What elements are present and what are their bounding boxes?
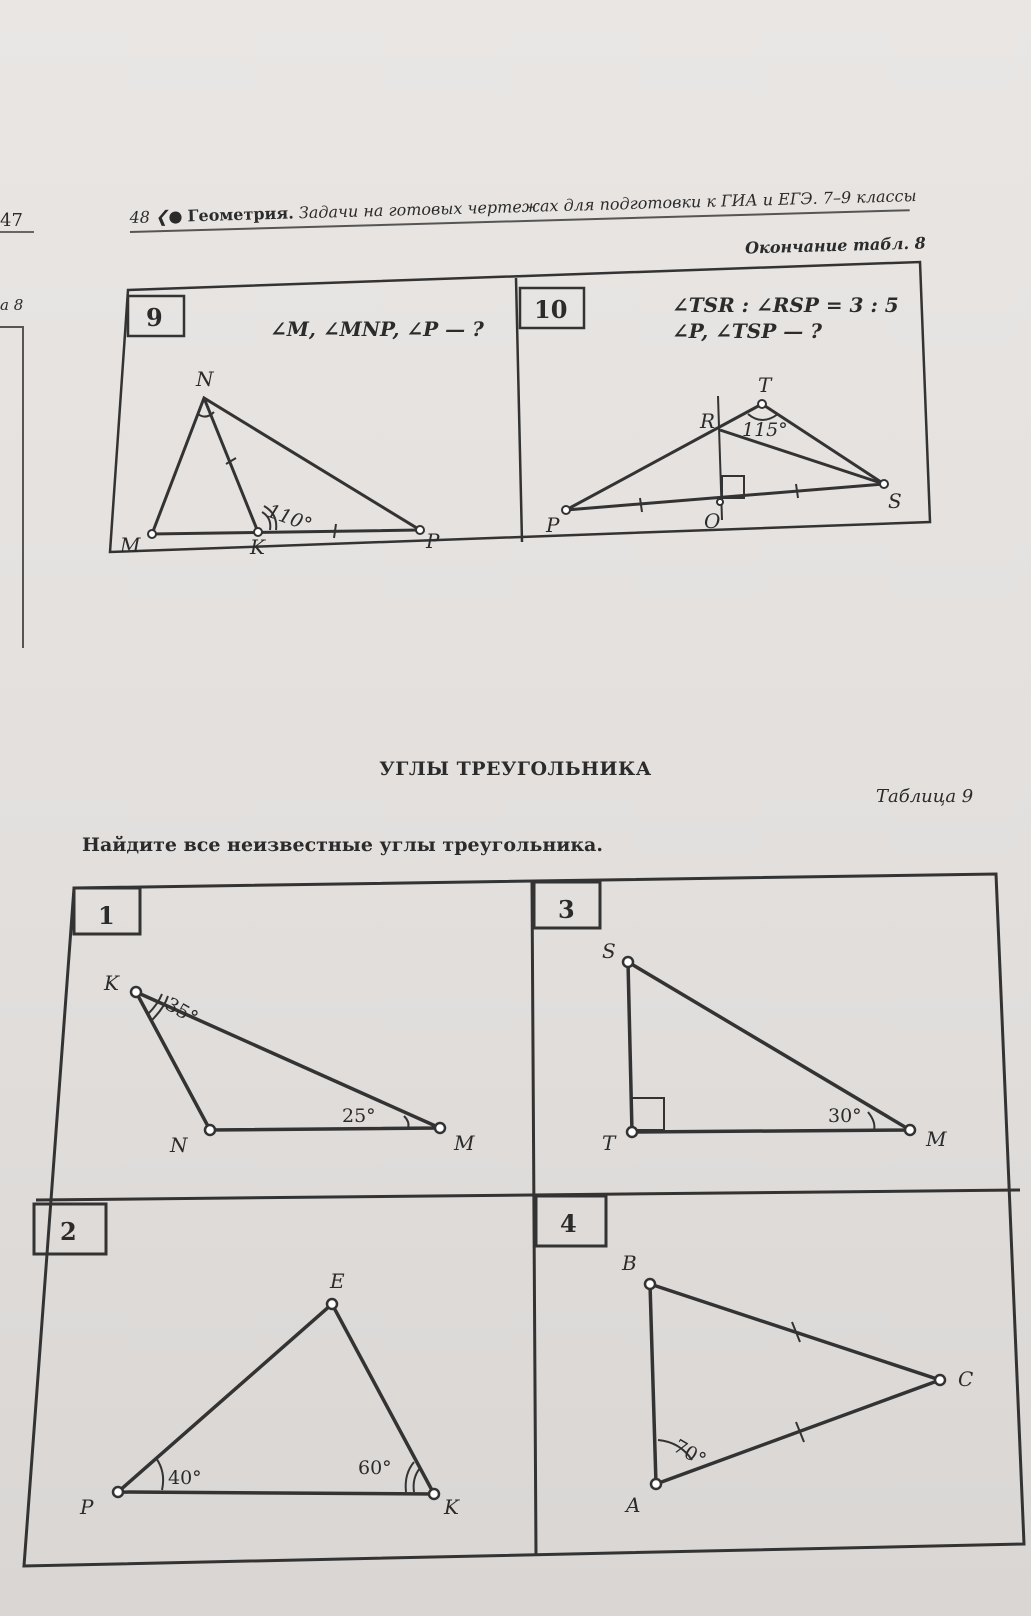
point-A-4: A [626,1493,641,1517]
segment-NK [204,398,258,532]
point-P: P [426,529,440,553]
book-subtitle: Задачи на готовых чертежах для подготовки к ГИА и ЕГЭ. 7–9 классы [298,186,917,223]
table-9-frame [24,874,1024,1566]
cell-1-number: 1 [98,901,115,930]
arc-P-2 [156,1458,163,1490]
angle-115: 115° [742,419,788,441]
page-number: 48 [129,207,151,228]
point-S-3: S [602,939,616,963]
segment-PT [566,404,762,510]
cell-9-number: 9 [146,303,163,332]
point-E-2: E [330,1269,345,1293]
table-continuation-label: Окончание табл. 8 [744,233,927,258]
cell-10-condition-2: ∠P, ∠TSP — ? [672,319,822,343]
point-M-1: M [454,1131,475,1155]
table-9-label: Таблица 9 [876,786,974,807]
point-B-4: B [622,1251,637,1275]
point-M: M [120,533,141,557]
tick-OS [796,484,798,498]
cell-2-number: 2 [60,1217,77,1246]
figure-10 [566,396,884,520]
angle-110: 110° [264,500,315,537]
right-angle-T [632,1098,664,1130]
point-K: K [250,535,265,559]
previous-page-number: 47 [0,210,34,233]
point-T: T [758,373,772,397]
table-9-horizontal-divider [36,1190,1020,1200]
point-T-3: T [602,1131,616,1155]
point-R: R [700,409,716,433]
point-N-1: N [170,1133,188,1157]
table-9 [0,860,1031,1580]
cell-10-number: 10 [534,295,568,324]
angle-30: 30° [828,1105,862,1127]
point-P-2: P [80,1495,94,1519]
cell-9-condition: ∠M, ∠MNP, ∠P — ? [270,317,484,341]
previous-table-label: а 8 [0,296,24,314]
point-S: S [888,489,902,513]
book-title: Геометрия. [187,203,295,226]
cell-10-condition-1: ∠TSR : ∠RSP = 3 : 5 [672,293,899,317]
angle-40: 40° [168,1467,202,1489]
figure-3 [628,962,910,1132]
arc-M-1 [404,1116,409,1128]
point-O: O [704,509,721,533]
arc-M-3 [868,1112,874,1130]
point-K-1: K [104,971,119,995]
triangle-STM [628,962,910,1132]
angle-25: 25° [342,1105,376,1127]
segment-TS [762,404,884,484]
angle-35: 35° [161,993,202,1030]
point-N: N [196,367,214,391]
point-K-2: K [444,1495,459,1519]
table-8 [0,0,1031,600]
cell-4-number: 4 [560,1209,577,1238]
ornament-icon: ❮● [154,206,183,227]
task-text: Найдите все неизвестные углы треугольника. [82,834,603,856]
arc-K-2b [414,1468,420,1492]
point-C-4: C [958,1367,974,1391]
point-P-10: P [546,513,560,537]
section-title: УГЛЫ ТРЕУГОЛЬНИКА [379,758,652,780]
angle-60: 60° [358,1457,392,1479]
cell-3-number: 3 [558,895,575,924]
tick-KP [334,524,336,538]
tick-PO [640,498,642,512]
point-M-3: M [926,1127,947,1151]
angle-70: 70° [669,1435,710,1472]
